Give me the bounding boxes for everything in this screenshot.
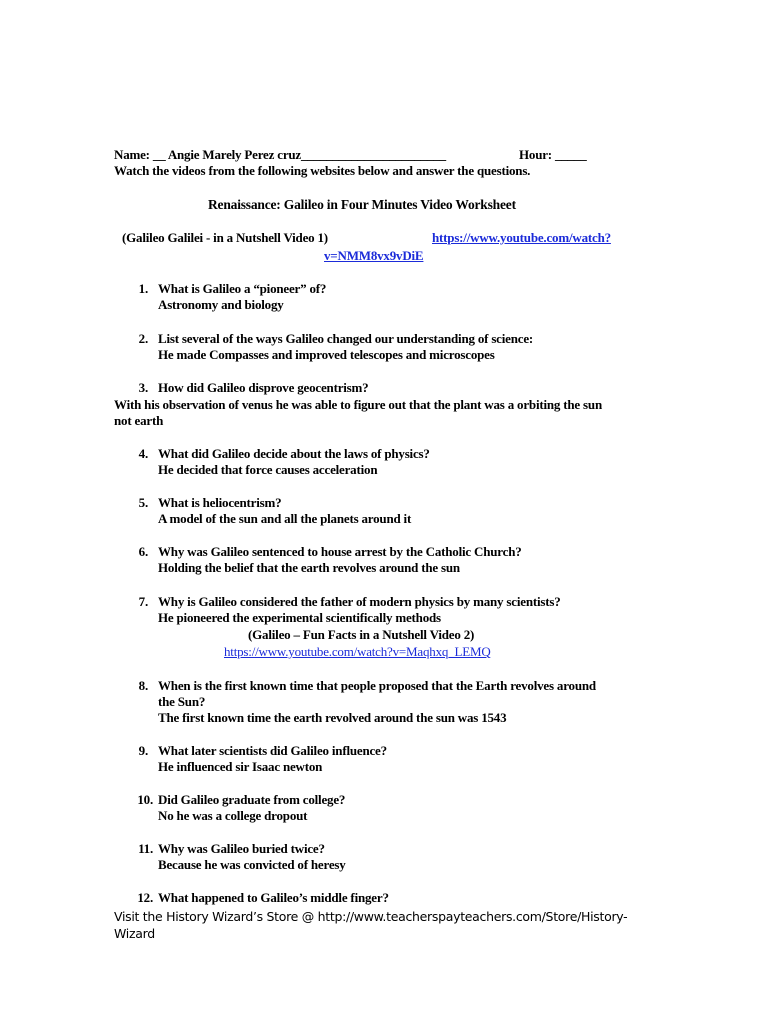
- question-number: 6.: [138, 544, 148, 559]
- question-text: Why was Galileo sentenced to house arrest by the Catholic Church?: [158, 544, 522, 559]
- question-text: List several of the ways Galileo changed our understanding of science:: [158, 331, 534, 346]
- answer-text: Because he was convicted of heresy: [158, 857, 346, 872]
- question-text: What did Galileo decide about the laws of physics?: [158, 446, 430, 461]
- question-text: What is Galileo a “pioneer” of?: [158, 281, 327, 296]
- question-number: 12.: [137, 890, 153, 905]
- question-text: When is the first known time that people proposed that the Earth revolves around: [158, 678, 596, 693]
- question-number: 9.: [138, 743, 148, 758]
- question-text: What happened to Galileo’s middle finger?: [158, 890, 389, 905]
- question-number: 8.: [138, 678, 148, 693]
- answer-text: A model of the sun and all the planets around it: [158, 511, 412, 526]
- question-number: 11.: [138, 841, 153, 856]
- answer-text: Holding the belief that the earth revolves around the sun: [158, 560, 460, 575]
- video2-link[interactable]: https://www.youtube.com/watch?v=Maqhxq_LEMQ: [224, 644, 491, 659]
- question-text: Why is Galileo considered the father of modern physics by many scientists?: [158, 594, 561, 609]
- answer-text: He influenced sir Isaac newton: [158, 759, 323, 774]
- question-number: 7.: [138, 594, 148, 609]
- answer-text: He decided that force causes acceleration: [158, 462, 378, 477]
- answer-text: He pioneered the experimental scientifically methods: [158, 610, 441, 625]
- question-text-continued: the Sun?: [158, 694, 206, 709]
- question-number: 1.: [138, 281, 148, 296]
- video1-label: (Galileo Galilei - in a Nutshell Video 1): [122, 230, 328, 245]
- instructions: Watch the videos from the following websites below and answer the questions.: [114, 163, 531, 178]
- answer-text: The first known time the earth revolved around the sun was 1543: [158, 710, 507, 725]
- video2-label: (Galileo – Fun Facts in a Nutshell Video 2): [248, 627, 475, 642]
- question-text: Why was Galileo buried twice?: [158, 841, 325, 856]
- question-text: What is heliocentrism?: [158, 495, 282, 510]
- hour-label: Hour:: [519, 147, 552, 162]
- answer-text-continued: not earth: [114, 413, 164, 428]
- answer-text: Astronomy and biology: [158, 297, 284, 312]
- worksheet-title: Renaissance: Galileo in Four Minutes Video Worksheet: [208, 197, 516, 212]
- question-text: Did Galileo graduate from college?: [158, 792, 346, 807]
- hour-value: _____: [555, 147, 587, 162]
- answer-text: No he was a college dropout: [158, 808, 308, 823]
- answer-text: He made Compasses and improved telescopes and microscopes: [158, 347, 495, 362]
- footer-line-continued: Wizard: [114, 926, 155, 941]
- answer-text: With his observation of venus he was able to figure out that the plant was a orbiting the sun: [114, 397, 602, 412]
- question-number: 3.: [138, 380, 148, 395]
- question-text: How did Galileo disprove geocentrism?: [158, 380, 369, 395]
- video1-link-part1[interactable]: https://www.youtube.com/watch?: [432, 230, 611, 245]
- question-number: 10.: [137, 792, 153, 807]
- name-value: __ Angie Marely Perez cruz_______________________: [152, 147, 446, 162]
- question-number: 4.: [138, 446, 148, 461]
- question-number: 5.: [138, 495, 148, 510]
- hour-line: [519, 147, 587, 163]
- name-label: Name:: [114, 147, 150, 162]
- footer-store-note: [114, 908, 654, 942]
- question-number: 2.: [138, 331, 148, 346]
- name-line: [114, 147, 446, 163]
- footer-line: Visit the History Wizard’s Store @ http://www.teacherspayteachers.com/Store/History-: [114, 909, 628, 924]
- question-text: What later scientists did Galileo influence?: [158, 743, 387, 758]
- video1-link-part2[interactable]: v=NMM8vx9vDiE: [324, 248, 424, 263]
